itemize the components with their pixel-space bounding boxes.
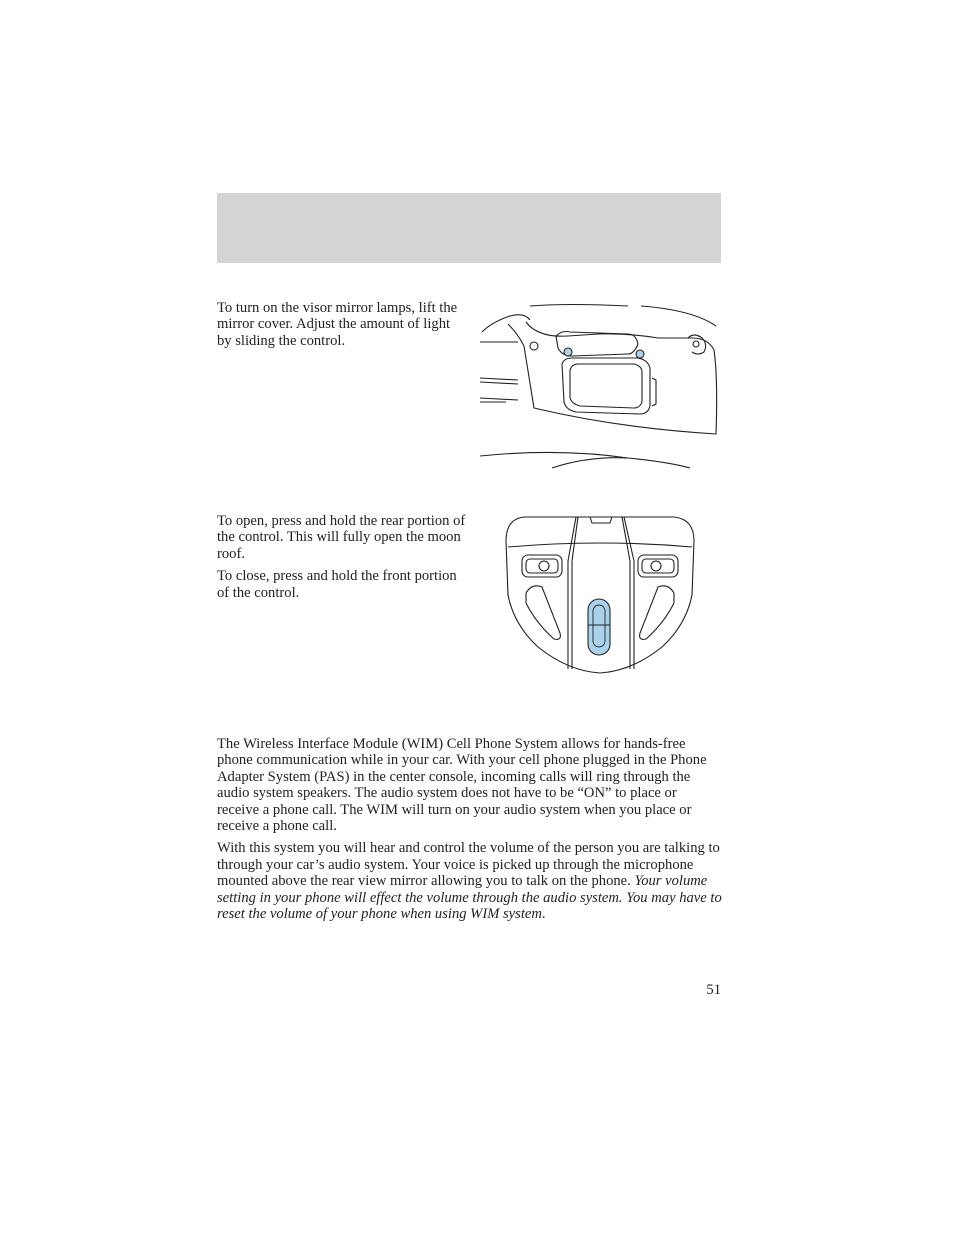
moonroof-instructions bbox=[217, 513, 472, 607]
wim-section bbox=[217, 736, 722, 928]
wim-paragraph-1: The Wireless Interface Module (WIM) Cell Phone System allows for hands-free phone communication while in your car. With your cell phone plugged in the Phone Adapter System (PAS) in the center console, incoming calls will ring through the audio system speakers. The audio system does not have to be “ON” to place or receive a phone call. The WIM will turn on your audio system when you place or receive a phone call. bbox=[217, 736, 707, 835]
visor-mirror-instruction: To turn on the visor mirror lamps, lift the mirror cover. Adjust the amount of light by sliding the control. bbox=[217, 300, 458, 349]
moonroof-close-instruction: To close, press and hold the front portion of the control. bbox=[217, 568, 457, 601]
overhead-console-illustration bbox=[502, 513, 698, 675]
page-number: 51 bbox=[706, 982, 721, 998]
wim-paragraph-2-end: . bbox=[541, 906, 546, 923]
wim-paragraph-2-regular: With this system you will hear and control the volume of the person you are talking to through your car’s audio system. Your voice is picked up through the microphone mounted above the rear view mirror allowing you to talk on the phone. bbox=[217, 840, 720, 890]
wim-paragraph-2 bbox=[217, 840, 722, 922]
moonroof-open-instruction: To open, press and hold the rear portion of the control. This will fully open the moon roof. bbox=[217, 513, 466, 562]
visor-mirror-illustration bbox=[478, 298, 726, 470]
wim-paragraph-2-italic: Your volume setting in your phone will effect the volume through the audio system. You may have to reset the volume of your phone when using WIM system bbox=[217, 873, 722, 923]
section-header-band bbox=[217, 193, 721, 263]
